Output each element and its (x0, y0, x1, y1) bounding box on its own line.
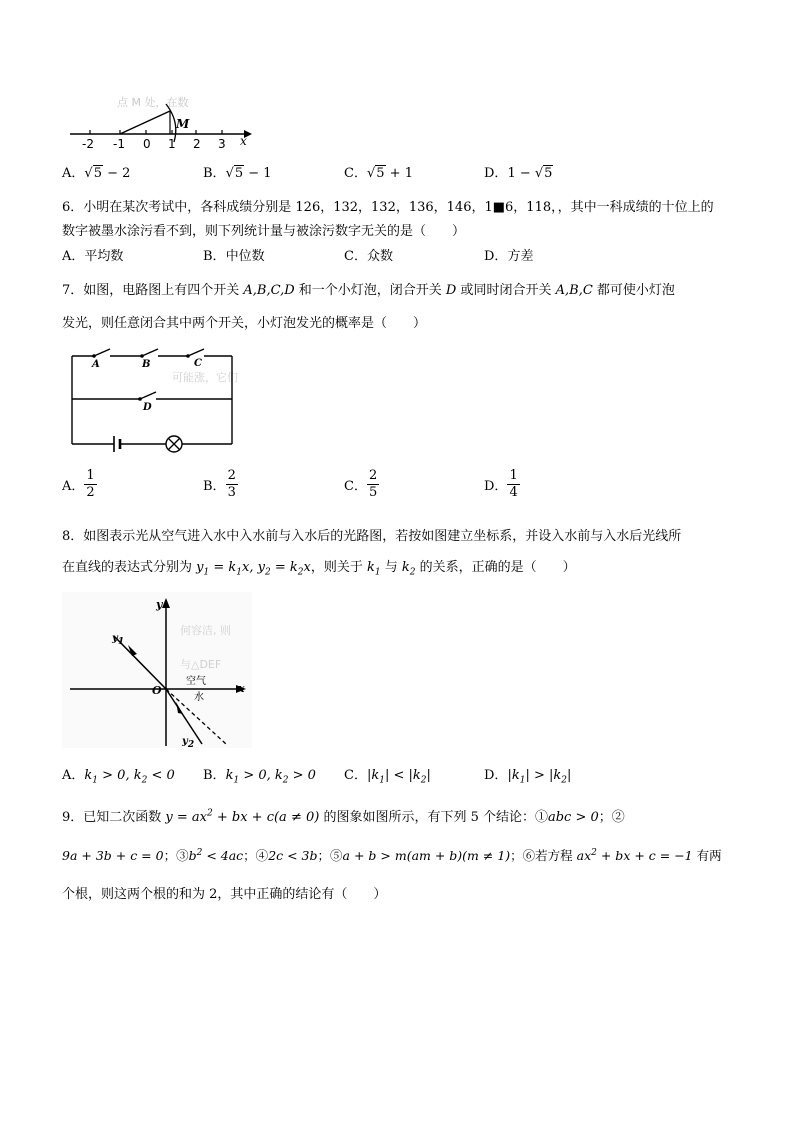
fig-water-label: 水 (194, 692, 204, 703)
fraction: $\frac{1}{4}$ (509, 468, 518, 500)
q5-option-d[interactable]: D．1 − √5 (484, 166, 553, 181)
q6-stem-line1: 6．小明在某次考试中，各科成绩分别是 126，132，132，136，146，1■6，118，，其中一科成绩的十位上的 (62, 200, 714, 215)
math-expression: a + b > m(am + b)(m ≠ 1) (342, 848, 511, 863)
fraction: $\frac{1}{2}$ (86, 468, 95, 500)
q7-stem-line1: 7．如图，电路图上有四个开关 A,B,C,D 和一个小灯泡，闭合开关 D 或同时闭合开关 A,B,C 都可使小灯泡 (62, 283, 675, 298)
circuit-diagram (62, 336, 242, 456)
option-text: 方差 (507, 249, 534, 264)
switch-label-b: B (142, 359, 151, 370)
switch-label-a: A (92, 359, 100, 370)
fraction: $\frac{2}{5}$ (368, 468, 378, 500)
q7-option-b[interactable]: B． $\frac{2}{3}$ (203, 468, 236, 500)
q6-stem-line2: 数字被墨水涂污看不到，则下列统计量与被涂污数字无关的是（ ） (62, 224, 466, 239)
q7-option-a[interactable]: A． $\frac{1}{2}$ (62, 468, 95, 500)
axis-tick-label: 1 (168, 137, 176, 151)
radicand: 5 (376, 166, 385, 181)
axis-tick-label: 3 (218, 137, 226, 151)
option-tail: − 2 (102, 166, 131, 181)
fig-ray2-label: $y_2$ (182, 736, 195, 750)
axis-tick-label: 2 (193, 137, 201, 151)
option-tail: − 1 (244, 166, 272, 181)
q8-option-c[interactable]: C．$|k_1| < |k_2|$ (344, 768, 431, 786)
q5-option-a[interactable]: A．√5 − 2 (62, 166, 131, 181)
q6-option-a[interactable]: A．平均数 (62, 249, 124, 264)
fraction: $\frac{2}{3}$ (227, 468, 236, 500)
svg-text:与△DEF: 与△DEF (180, 658, 222, 671)
math-expression: 2c < 3b (268, 848, 318, 863)
q7-option-c[interactable]: C． $\frac{2}{5}$ (344, 468, 378, 500)
fig-air-label: 空气 (186, 676, 206, 687)
option-text: 中位数 (225, 249, 265, 264)
q5-option-c[interactable]: C．√5 + 1 (344, 166, 413, 181)
sqrt-symbol: √ (84, 166, 93, 181)
math-expression: $b^2 < 4ac$ (188, 847, 244, 863)
axis-tick-label: -1 (113, 137, 125, 151)
option-math: $|k_1| < |k_2|$ (366, 768, 431, 786)
q6-option-b[interactable]: B．中位数 (203, 249, 265, 264)
option-math: $|k_1| > |k_2|$ (507, 768, 572, 786)
q8-option-d[interactable]: D．$|k_1| > |k_2|$ (484, 768, 572, 786)
math-expression: $y_1 = k_1x$, $y_2 = k_2x$ (196, 560, 311, 578)
math-expression: $ax^2$ + bx + c = −1 (576, 847, 693, 863)
switch-label-d: D (143, 402, 152, 413)
q9-stem-line1: 9．已知二次函数 $y = ax^2$ + bx + c(a ≠ 0) 的图象如图所示，有下列 5 个结论：①abc > 0；② (62, 808, 625, 825)
q7-option-d[interactable]: D． $\frac{1}{4}$ (484, 468, 518, 500)
math-var: $k_1$ (366, 560, 381, 578)
q5-option-b[interactable]: B．√5 − 1 (203, 166, 272, 181)
light-refraction-figure (62, 592, 252, 748)
option-text: 平均数 (84, 249, 124, 264)
svg-text:点 M 处，在数: 点 M 处，在数 (117, 96, 189, 109)
math-var: A,B,C,D (243, 283, 295, 298)
sqrt-symbol: √ (366, 166, 376, 181)
svg-text:何容洁, 则: 何容洁, 则 (180, 624, 231, 637)
radicand: 5 (234, 166, 244, 181)
math-var: A,B,C (555, 283, 593, 298)
fig-x-axis-label: x (238, 682, 245, 695)
q8-stem-line2: 在直线的表达式分别为 $y_1 = k_1x$, $y_2 = k_2x$，则关于 $k_1$ 与 $k_2$ 的关系，正确的是（ ） (62, 560, 576, 578)
fig-origin-label: O (152, 684, 162, 697)
sqrt-symbol: √ (225, 166, 234, 181)
q9-stem-line3: 个根，则这两个根的和为 2，其中正确的结论有（ ） (62, 887, 387, 902)
math-var: $k_2$ (401, 560, 416, 578)
q9-stem-line2: 9a + 3b + c = 0；$③b^2 < 4ac$；④2c < 3b；⑤a + b > m(am + b)(m ≠ 1)；⑥若方程 $ax^2$ + bx + c = −1 有两 (62, 847, 722, 863)
option-math: $k_1 > 0$, $k_2 < 0$ (84, 768, 175, 786)
q7-stem-line2: 发光，则任意闭合其中两个开关，小灯泡发光的概率是（ ） (62, 316, 427, 331)
axis-x-label: x (240, 134, 247, 148)
q6-option-d[interactable]: D．方差 (484, 249, 534, 264)
fig-y-axis-label: y (156, 598, 163, 611)
math-var: D (445, 283, 457, 298)
math-expression: 9a + 3b + c = 0 (62, 848, 164, 863)
point-m-label: M (176, 117, 190, 131)
option-tail: + 1 (385, 166, 413, 181)
radicand: 5 (544, 166, 553, 181)
sqrt-symbol: √ (534, 166, 544, 181)
q8-stem-line1: 8．如图表示光从空气进入水中入水前与入水后的光路图，若按如图建立坐标系，并设入水前与入水后光线所 (62, 529, 682, 544)
axis-tick-label: -2 (82, 137, 94, 151)
option-math: $k_1 > 0$, $k_2 > 0$ (225, 768, 316, 786)
switch-label-c: C (194, 358, 202, 369)
radicand: 5 (93, 166, 102, 181)
q8-option-a[interactable]: A．$k_1 > 0$, $k_2 < 0$ (62, 768, 175, 786)
math-expression: $y = ax^2$ + bx + c(a ≠ 0) (165, 808, 320, 825)
option-text: 1 − (507, 166, 535, 181)
fig-ray1-label: $y_1$ (112, 633, 125, 647)
q8-option-b[interactable]: B．$k_1 > 0$, $k_2 > 0$ (203, 768, 316, 786)
option-text: 众数 (366, 249, 393, 264)
q6-option-c[interactable]: C．众数 (344, 249, 393, 264)
axis-tick-label: 0 (143, 137, 151, 151)
svg-text:可能涨，它们: 可能涨，它们 (172, 371, 238, 384)
math-expression: abc > 0 (547, 810, 599, 825)
